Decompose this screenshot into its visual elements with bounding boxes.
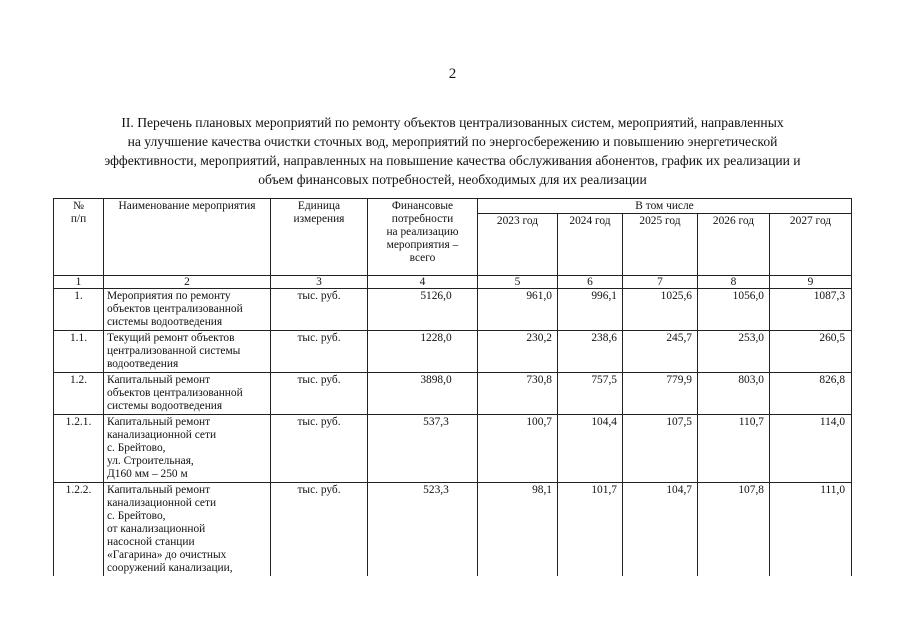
row-total: 523,3 bbox=[368, 483, 478, 577]
document-title bbox=[40, 113, 865, 189]
row-year-value: 104,7 bbox=[623, 483, 698, 577]
row-number: 1.1. bbox=[54, 331, 104, 373]
row-year-value: 1056,0 bbox=[698, 289, 770, 331]
row-year-value: 1025,6 bbox=[623, 289, 698, 331]
row-year-value: 114,0 bbox=[770, 415, 852, 483]
row-year-value: 104,4 bbox=[558, 415, 623, 483]
column-index-row bbox=[54, 276, 852, 289]
row-year-value: 730,8 bbox=[478, 373, 558, 415]
table-row bbox=[54, 331, 852, 373]
row-year-value: 111,0 bbox=[770, 483, 852, 577]
row-year-value: 253,0 bbox=[698, 331, 770, 373]
row-year-value: 100,7 bbox=[478, 415, 558, 483]
title-line: на улучшение качества очистки сточных вод, мероприятий по энергосбережению и повышению энергетической bbox=[127, 134, 778, 149]
row-unit: тыс. руб. bbox=[271, 483, 368, 577]
row-total: 1228,0 bbox=[368, 331, 478, 373]
row-number: 1.2.1. bbox=[54, 415, 104, 483]
row-year-value: 961,0 bbox=[478, 289, 558, 331]
header-including: В том числе bbox=[478, 199, 852, 214]
row-year-value: 826,8 bbox=[770, 373, 852, 415]
table-row bbox=[54, 483, 852, 577]
row-number: 1. bbox=[54, 289, 104, 331]
column-index: 3 bbox=[271, 276, 368, 289]
column-index: 9 bbox=[770, 276, 852, 289]
header-year: 2024 год bbox=[558, 214, 623, 276]
header-year: 2023 год bbox=[478, 214, 558, 276]
row-total: 5126,0 bbox=[368, 289, 478, 331]
row-unit: тыс. руб. bbox=[271, 331, 368, 373]
row-year-value: 101,7 bbox=[558, 483, 623, 577]
column-index: 6 bbox=[558, 276, 623, 289]
row-unit: тыс. руб. bbox=[271, 289, 368, 331]
column-index: 8 bbox=[698, 276, 770, 289]
row-year-value: 260,5 bbox=[770, 331, 852, 373]
row-year-value: 996,1 bbox=[558, 289, 623, 331]
column-index: 1 bbox=[54, 276, 104, 289]
row-total: 537,3 bbox=[368, 415, 478, 483]
page-number: 2 bbox=[448, 66, 457, 82]
header-year: 2026 год bbox=[698, 214, 770, 276]
row-unit: тыс. руб. bbox=[271, 373, 368, 415]
row-year-value: 803,0 bbox=[698, 373, 770, 415]
row-total: 3898,0 bbox=[368, 373, 478, 415]
row-name: Капитальный ремонт канализационной сети с. Брейтово, ул. Строительная, Д160 мм – 250 м bbox=[104, 415, 271, 483]
row-unit: тыс. руб. bbox=[271, 415, 368, 483]
header-num: № п/п bbox=[54, 199, 104, 276]
header-finance: Финансовые потребности на реализацию мероприятия – всего bbox=[368, 199, 478, 276]
row-year-value: 230,2 bbox=[478, 331, 558, 373]
header-year: 2027 год bbox=[770, 214, 852, 276]
row-year-value: 98,1 bbox=[478, 483, 558, 577]
column-index: 4 bbox=[368, 276, 478, 289]
row-year-value: 107,5 bbox=[623, 415, 698, 483]
column-index: 2 bbox=[104, 276, 271, 289]
row-number: 1.2. bbox=[54, 373, 104, 415]
table-row bbox=[54, 373, 852, 415]
table-row bbox=[54, 415, 852, 483]
header-year: 2025 год bbox=[623, 214, 698, 276]
row-year-value: 1087,3 bbox=[770, 289, 852, 331]
row-name: Мероприятия по ремонту объектов централизованной системы водоотведения bbox=[104, 289, 271, 331]
title-line: объем финансовых потребностей, необходимых для их реализации bbox=[258, 172, 647, 187]
row-name: Капитальный ремонт канализационной сети с. Брейтово, от канализационной насосной станции «Гагарина» до очистных сооружений канализации, bbox=[104, 483, 271, 577]
row-year-value: 757,5 bbox=[558, 373, 623, 415]
title-line: II. Перечень плановых мероприятий по ремонту объектов централизованных систем, мероприятий, направленных bbox=[121, 115, 784, 130]
activities-table bbox=[53, 198, 852, 576]
row-name: Капитальный ремонт объектов централизованной системы водоотведения bbox=[104, 373, 271, 415]
row-year-value: 107,8 bbox=[698, 483, 770, 577]
row-year-value: 779,9 bbox=[623, 373, 698, 415]
row-number: 1.2.2. bbox=[54, 483, 104, 577]
header-unit: Единица измерения bbox=[271, 199, 368, 276]
column-index: 5 bbox=[478, 276, 558, 289]
row-name: Текущий ремонт объектов централизованной системы водоотведения bbox=[104, 331, 271, 373]
row-year-value: 238,6 bbox=[558, 331, 623, 373]
column-index: 7 bbox=[623, 276, 698, 289]
title-line: эффективности, мероприятий, направленных на повышение качества обслуживания абонентов, график их реализации и bbox=[104, 153, 801, 168]
table-row bbox=[54, 289, 852, 331]
row-year-value: 110,7 bbox=[698, 415, 770, 483]
header-name: Наименование мероприятия bbox=[104, 199, 271, 276]
row-year-value: 245,7 bbox=[623, 331, 698, 373]
